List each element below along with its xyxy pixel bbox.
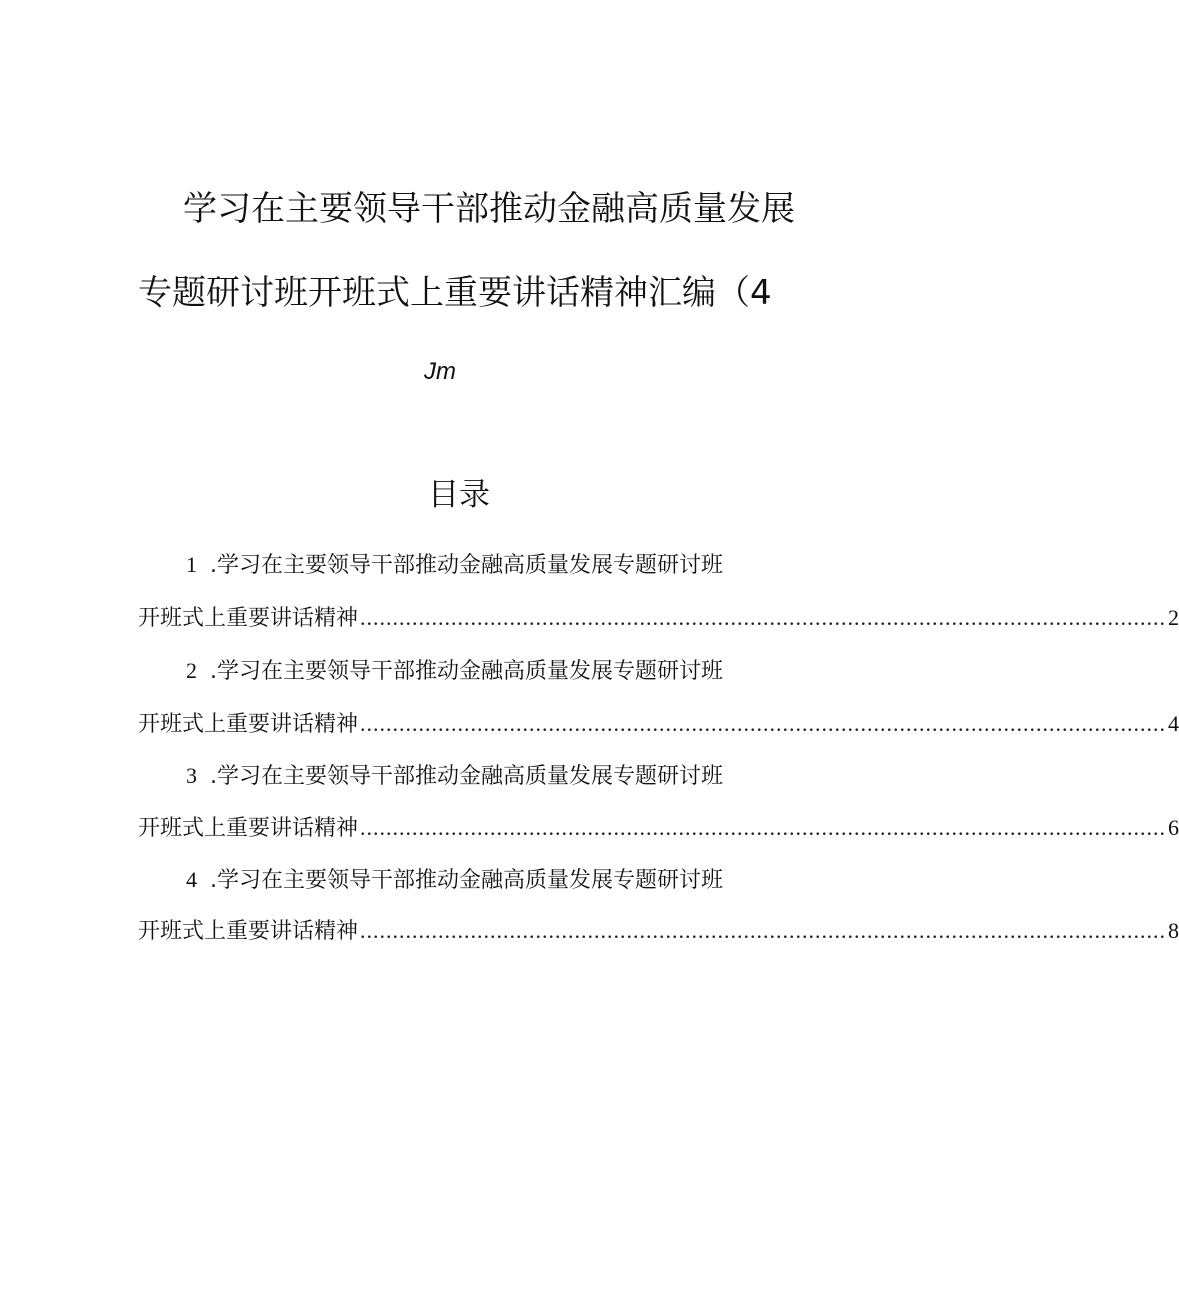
toc-entry-title-cont: 开班式上重要讲话精神 [138,816,359,841]
toc-page-number: 6 [1168,815,1179,840]
toc-entry-3-line-2[interactable] [138,814,1179,843]
toc-entry-2-line-2[interactable] [138,710,1179,739]
toc-leader-dots: ............................................................................................................................ [360,711,1167,736]
toc-entry-4-line-1[interactable] [186,866,723,895]
toc-entry-title: .学习在主要领导干部推动金融高质量发展专题研讨班 [210,659,723,684]
toc-entry-number: 4 [186,867,197,892]
toc-entry-4-line-2[interactable] [138,917,1179,946]
toc-entry-1-line-2[interactable] [138,604,1179,633]
toc-leader-dots: ............................................................................................................................ [360,605,1167,630]
toc-heading: 目录 [428,477,490,513]
toc-entry-title: .学习在主要领导干部推动金融高质量发展专题研讨班 [210,553,723,578]
toc-entry-title-cont: 开班式上重要讲话精神 [138,919,359,944]
toc-leader-dots: ............................................................................................................................ [360,918,1167,943]
toc-entry-2-line-1[interactable] [186,657,723,686]
toc-entry-title-cont: 开班式上重要讲话精神 [138,606,359,631]
toc-entry-title: .学习在主要领导干部推动金融高质量发展专题研讨班 [210,764,723,789]
toc-page-number: 4 [1168,711,1179,736]
toc-entry-3-line-1[interactable] [186,762,723,791]
document-title-line-1: 学习在主要领导干部推动金融高质量发展 [183,189,795,229]
toc-entry-number: 1 [186,552,197,577]
toc-entry-number: 3 [186,763,197,788]
toc-entry-title-cont: 开班式上重要讲话精神 [138,712,359,737]
toc-entry-number: 2 [186,658,197,683]
toc-page-number: 8 [1168,918,1179,943]
toc-leader-dots: ............................................................................................................................ [360,815,1167,840]
document-title-line-3: Jm [424,358,456,385]
toc-entry-1-line-1[interactable] [186,551,723,580]
document-title-line-2: 专题研讨班开班式上重要讲话精神汇编（4 [138,273,772,313]
toc-entry-title: .学习在主要领导干部推动金融高质量发展专题研讨班 [210,868,723,893]
toc-page-number: 2 [1168,605,1179,630]
